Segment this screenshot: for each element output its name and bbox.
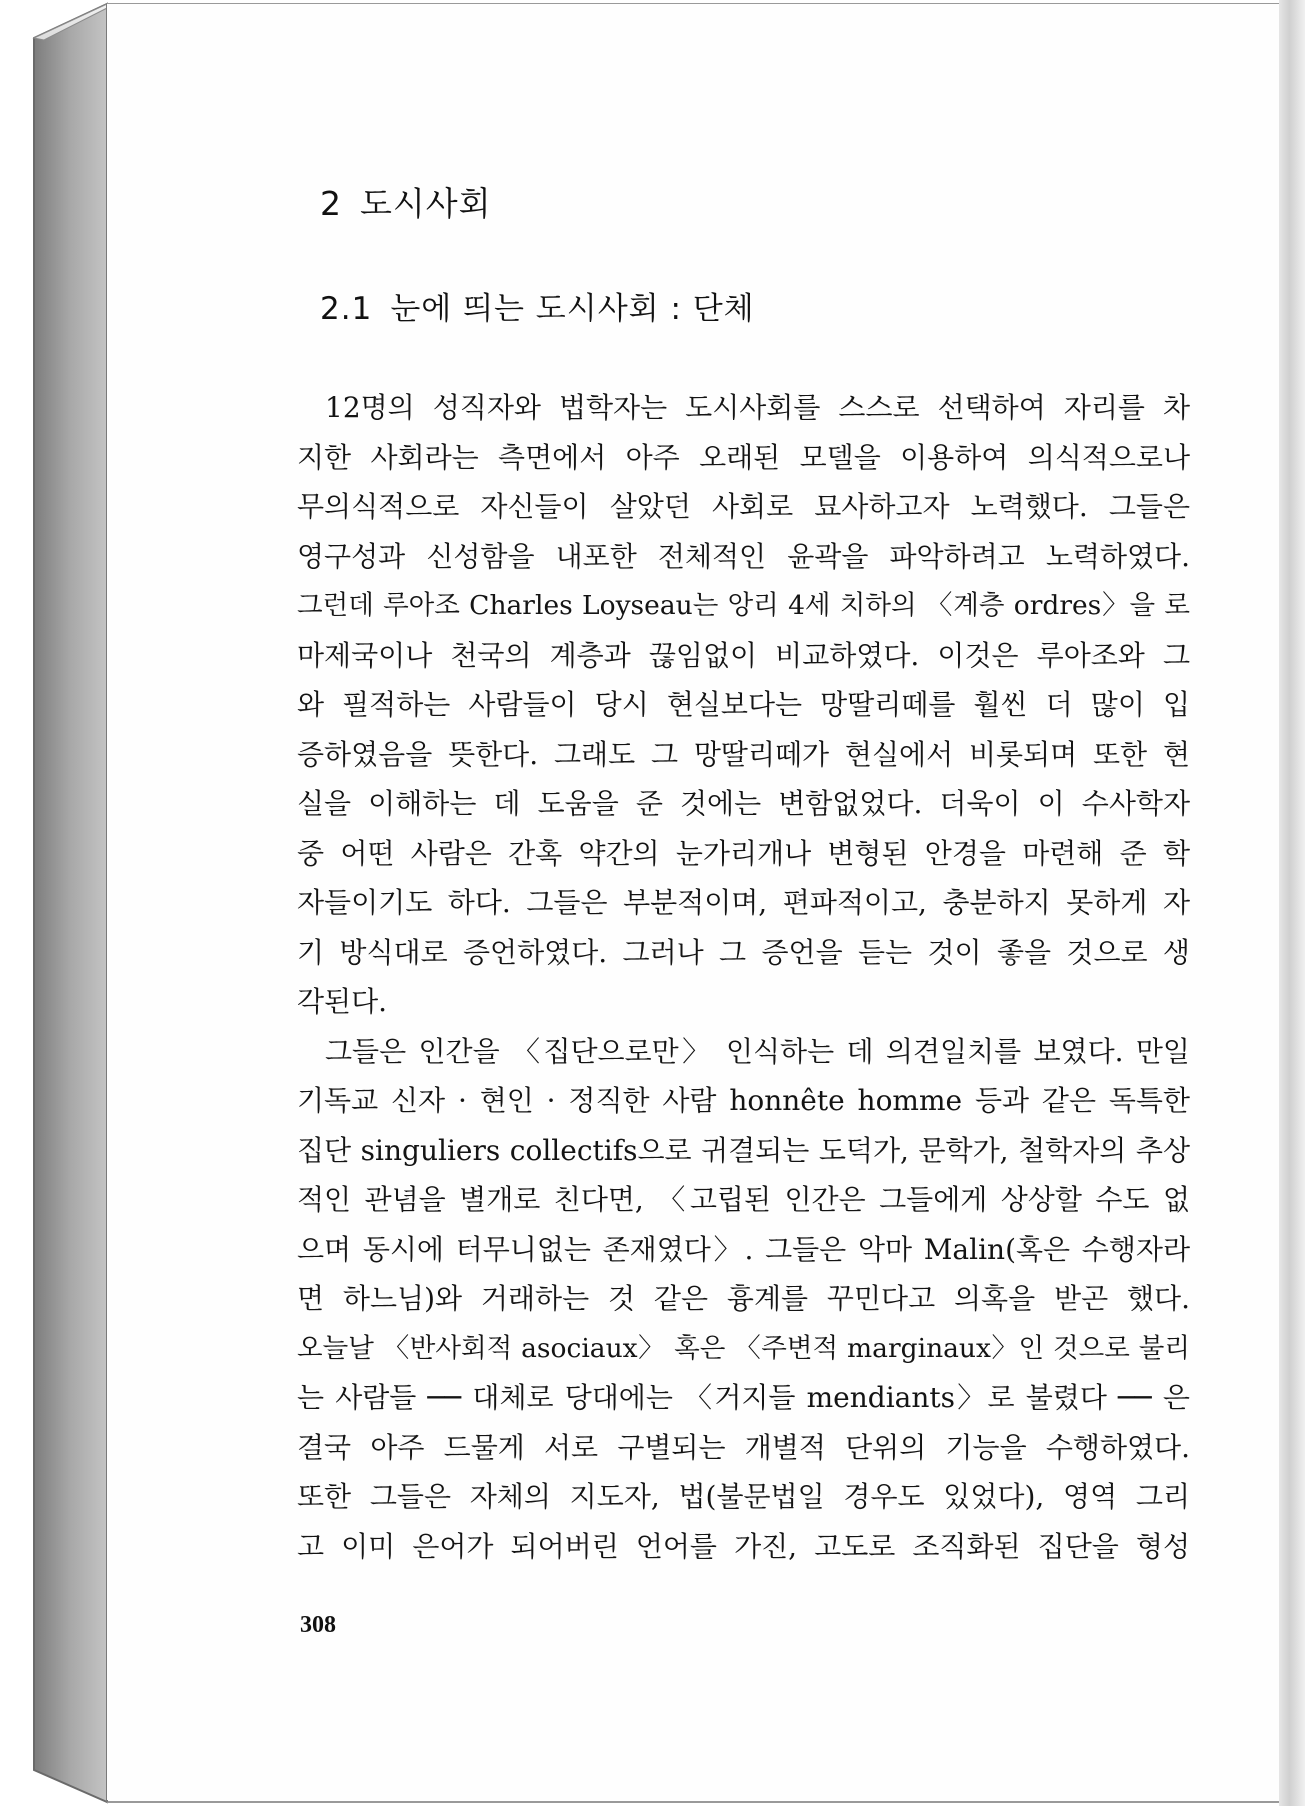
page-number: 308 xyxy=(300,1612,336,1638)
section-heading xyxy=(320,283,755,328)
body-line: 고 이미 은어가 되어버린 언어를 가진, 고도로 조직화된 집단을 형성 xyxy=(297,1529,1190,1563)
body-line: 12명의 성직자와 법학자는 도시사회를 스스로 선택하여 자리를 차 xyxy=(325,391,1190,424)
body-line: 와 필적하는 사람들이 당시 현실보다는 망딸리떼를 훨씬 더 많이 입 xyxy=(297,688,1190,721)
section-number: 2.1 xyxy=(320,291,373,327)
body-line: 영구성과 신성함을 내포한 전체적인 윤곽을 파악하려고 노력하였다. xyxy=(297,539,1190,573)
body-line: 는 사람들 ── 대체로 당대에는 〈거지들 mendiants〉로 불렸다 ── 은 xyxy=(297,1381,1190,1414)
chapter-title: 도시사회 xyxy=(360,184,492,223)
body-line: 증하였음을 뜻한다. 그래도 그 망딸리떼가 현실에서 비롯되며 또한 현 xyxy=(297,737,1190,771)
paragraph-1 xyxy=(297,383,1190,1027)
body-line: 적인 관념을 별개로 친다면, 〈고립된 인간은 그들에게 상상할 수도 없 xyxy=(297,1183,1190,1216)
body-line: 무의식적으로 자신들이 살았던 사회로 묘사하고자 노력했다. 그들은 xyxy=(297,490,1190,523)
body-line: 지한 사회라는 측면에서 아주 오래된 모델을 이용하여 의식적으로나 xyxy=(297,440,1190,474)
body-line: 기 방식대로 증언하였다. 그러나 그 증언을 듣는 것이 좋을 것으로 생 xyxy=(297,935,1190,969)
body-line: 결국 아주 드물게 서로 구별되는 개별적 단위의 기능을 수행하였다. xyxy=(297,1430,1190,1464)
page-edge-shadow xyxy=(1279,0,1305,1806)
body-line: 오늘날 〈반사회적 asociaux〉 혹은 〈주변적 marginaux〉인 것으로 불리 xyxy=(297,1332,1190,1364)
paragraph-2 xyxy=(297,1027,1190,1572)
section-title: 눈에 띄는 도시사회 : 단체 xyxy=(390,291,755,327)
body-line: 집단 singuliers collectifs으로 귀결되는 도덕가, 문학가, 철학자의 추상 xyxy=(297,1133,1190,1167)
body-line: 면 하느님)와 거래하는 것 같은 흉계를 꾸민다고 의혹을 받곤 했다. xyxy=(297,1282,1190,1315)
body-text xyxy=(297,383,1190,1571)
body-line: 마제국이나 천국의 계층과 끊임없이 비교하였다. 이것은 루아조와 그 xyxy=(297,638,1190,672)
body-line: 으며 동시에 터무니없는 존재였다〉. 그들은 악마 Malin(혹은 수행자라 xyxy=(297,1232,1190,1266)
body-line: 그런데 루아조 Charles Loyseau는 앙리 4세 치하의 〈계층 ordres〉을 로 xyxy=(297,590,1190,621)
body-line: 실을 이해하는 데 도움을 준 것에는 변함없었다. 더욱이 이 수사학자 xyxy=(297,787,1190,820)
body-line: 자들이기도 하다. 그들은 부분적이며, 편파적이고, 충분하지 못하게 자 xyxy=(297,886,1190,919)
body-line: 중 어떤 사람은 간혹 약간의 눈가리개나 변형된 안경을 마련해 준 학 xyxy=(297,836,1190,870)
body-line: 각된다. xyxy=(297,985,388,1018)
body-line: 기독교 신자 · 현인 · 정직한 사람 honnête homme 등과 같은 독특한 xyxy=(297,1084,1190,1117)
chapter-heading xyxy=(320,178,492,225)
chapter-number: 2 xyxy=(320,184,342,223)
body-line: 또한 그들은 자체의 지도자, 법(불문법일 경우도 있었다), 영역 그리 xyxy=(297,1480,1190,1513)
body-line: 그들은 인간을 〈집단으로만〉 인식하는 데 의견일치를 보였다. 만일 xyxy=(325,1034,1190,1068)
